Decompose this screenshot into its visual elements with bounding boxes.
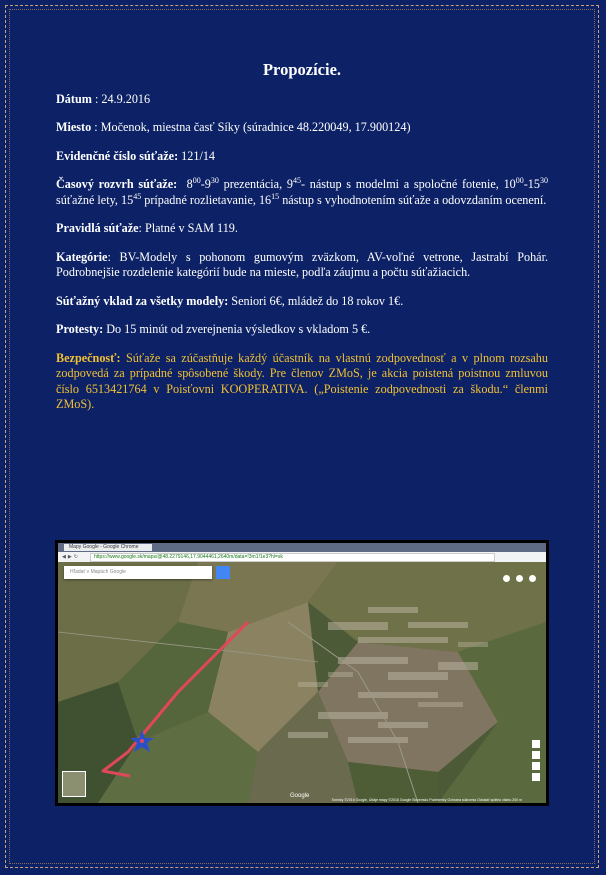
notifications-icon[interactable]: [516, 575, 523, 582]
categories-label: Kategórie: [56, 249, 108, 264]
nav-arrows-icon[interactable]: ◀▶↻: [62, 554, 80, 560]
map-screenshot: [55, 540, 549, 806]
date-value: : 24.9.2016: [91, 91, 151, 106]
fee-value: Seniori 6€, mládež do 18 rokov 1€.: [228, 293, 404, 308]
satellite-map[interactable]: [58, 562, 546, 803]
browser-address-bar: [58, 552, 546, 562]
pegman-icon[interactable]: [532, 751, 540, 759]
zoom-in-button[interactable]: [532, 762, 540, 770]
safety-label: Bezpečnosť:: [56, 350, 121, 365]
registration-line: [56, 149, 548, 165]
map-footer: Snímky ©2016 Google, Údaje mapy ©2016 Google Slovensko Podmienky Ochrana súkromia Odoslať spätnú väzbu 200 m: [331, 798, 522, 802]
compass-icon[interactable]: [532, 740, 540, 748]
fee-label: Súťažný vklad za všetky modely:: [56, 293, 229, 308]
browser-window: [58, 543, 546, 803]
safety-paragraph: [56, 351, 548, 413]
date-label: Dátum: [56, 91, 92, 106]
protests-line: [56, 322, 548, 338]
rules-label: Pravidlá súťaže: [56, 221, 139, 235]
rules-line: [56, 221, 548, 237]
categories-value: : BV-Modely s pohonom gumovým zväzkom, AV-voľné vetrone, Jastrabí Pohár. Podrobnejšie rozdelenie kategórií bude na mieste, podľa záujmu a počtu súťažiacich.: [56, 249, 548, 279]
browser-tab-bar: [58, 543, 546, 552]
place-value: : Močenok, miestna časť Síky (súradnice 48.220049, 17.900124): [91, 120, 411, 134]
date-line: [56, 92, 548, 108]
categories-paragraph: [56, 250, 548, 281]
map-controls: [532, 737, 540, 781]
map-search-input[interactable]: Hľadať v Mapách Google: [64, 566, 212, 579]
page-title: Propozície.: [262, 60, 342, 79]
earth-toggle-button[interactable]: [62, 771, 86, 797]
document-body: [56, 62, 548, 426]
protests-value: Do 15 minút od zverejnenia výsledkov s vkladom 5 €.: [103, 322, 371, 336]
registration-label: Evidenčné číslo súťaže:: [56, 148, 179, 163]
schedule-label: Časový rozvrh súťaže:: [56, 177, 178, 191]
zoom-out-button[interactable]: [532, 773, 540, 781]
directions-button[interactable]: [216, 566, 230, 579]
map-top-icons: [497, 569, 536, 587]
fee-line: [56, 294, 548, 310]
browser-tab[interactable]: Mapy Google - Google Chrome: [64, 544, 152, 551]
place-line: [56, 120, 548, 136]
place-label: Miesto: [56, 120, 92, 134]
satellite-imagery: [58, 562, 546, 803]
google-logo: Google: [290, 793, 310, 799]
schedule-paragraph: Časový rozvrh súťaže: $8^{00}-9^{30}$ prezentácia, $9^{45}-$ nástup s modelmi a spoločné fotenie, $10^{00}-15^{30}$ súťažné lety, $15^{45}$ prípadné rozlietavanie, $16^{15}$ nástup s vyhodnotením súťaže a odovzdaním ocenení.: [56, 175, 548, 207]
protests-label: Protesty:: [56, 322, 104, 336]
url-field[interactable]: https://www.google.sk/maps/@48.2279146,17.9044461,2640m/data=!3m1!1e3?hl=sk: [90, 553, 495, 562]
rules-value: : Platné v SAM 119.: [138, 221, 238, 235]
registration-value: 121/14: [178, 148, 216, 163]
apps-icon[interactable]: [503, 575, 510, 582]
account-icon[interactable]: [529, 575, 536, 582]
safety-value: Súťaže sa zúčastňuje každý účastník na vlastnú zodpovednosť a v plnom rozsahu zodpovedá za prípadné spôsobené škody. Pre členov ZMoS, je akcia poistená poistnou zmluvou číslo 6513421764 v Poisťovni KOOPERATIVA. („Poistenie zodpovednosti za škodu.“ členmi ZMoS).: [56, 350, 548, 411]
